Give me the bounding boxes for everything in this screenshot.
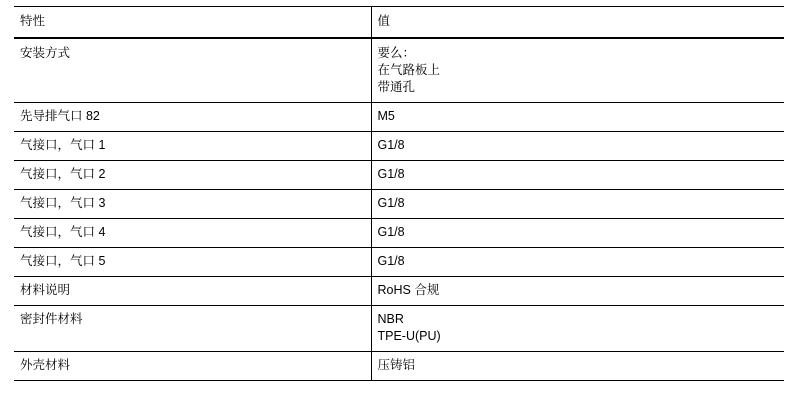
table-row <box>14 277 784 306</box>
cell-line: NBR <box>377 312 404 326</box>
cell-line: 气接口，气口 4 <box>20 225 106 239</box>
cell-line: 带通孔 <box>377 80 416 94</box>
column-header-feature: 特性 <box>14 7 371 39</box>
cell-line: G1/8 <box>377 254 405 268</box>
table-header-row <box>14 7 784 39</box>
table-row <box>14 219 784 248</box>
cell-value <box>371 248 784 277</box>
cell-feature <box>14 248 371 277</box>
cell-line: 气接口，气口 2 <box>20 167 106 181</box>
table-row <box>14 248 784 277</box>
table-row <box>14 132 784 161</box>
cell-feature <box>14 190 371 219</box>
cell-value <box>371 219 784 248</box>
cell-feature <box>14 161 371 190</box>
cell-feature <box>14 219 371 248</box>
cell-value <box>371 38 784 103</box>
table-row <box>14 190 784 219</box>
cell-value <box>371 103 784 132</box>
cell-line: 要么： <box>377 46 416 60</box>
cell-line: 材料说明 <box>20 283 71 297</box>
cell-feature <box>14 277 371 306</box>
cell-line: M5 <box>377 109 395 123</box>
cell-line: G1/8 <box>377 225 405 239</box>
cell-line: 气接口，气口 1 <box>20 138 106 152</box>
cell-value <box>371 352 784 381</box>
cell-line: G1/8 <box>377 138 405 152</box>
table-row <box>14 161 784 190</box>
cell-value <box>371 277 784 306</box>
table-row <box>14 352 784 381</box>
cell-feature <box>14 352 371 381</box>
column-header-value: 值 <box>371 7 784 39</box>
table-body <box>14 38 784 381</box>
table-row <box>14 103 784 132</box>
cell-line: RoHS 合规 <box>377 283 440 297</box>
specification-table <box>14 6 784 381</box>
table-row <box>14 38 784 103</box>
cell-value <box>371 161 784 190</box>
cell-line: G1/8 <box>377 196 405 210</box>
cell-line: 外壳材料 <box>20 358 71 372</box>
cell-feature <box>14 103 371 132</box>
cell-line: 压铸铝 <box>377 358 416 372</box>
table-header <box>14 7 784 39</box>
cell-line: 先导排气口 82 <box>20 109 100 123</box>
cell-line: TPE-U(PU) <box>377 329 441 343</box>
cell-feature <box>14 306 371 352</box>
cell-value <box>371 190 784 219</box>
cell-value <box>371 306 784 352</box>
cell-line: 气接口，气口 5 <box>20 254 106 268</box>
cell-line: 气接口，气口 3 <box>20 196 106 210</box>
cell-line: 密封件材料 <box>20 312 83 326</box>
cell-value <box>371 132 784 161</box>
cell-line: 在气路板上 <box>377 63 441 77</box>
table-row <box>14 306 784 352</box>
cell-feature <box>14 38 371 103</box>
cell-feature <box>14 132 371 161</box>
cell-line: G1/8 <box>377 167 405 181</box>
cell-line: 安装方式 <box>20 46 71 60</box>
